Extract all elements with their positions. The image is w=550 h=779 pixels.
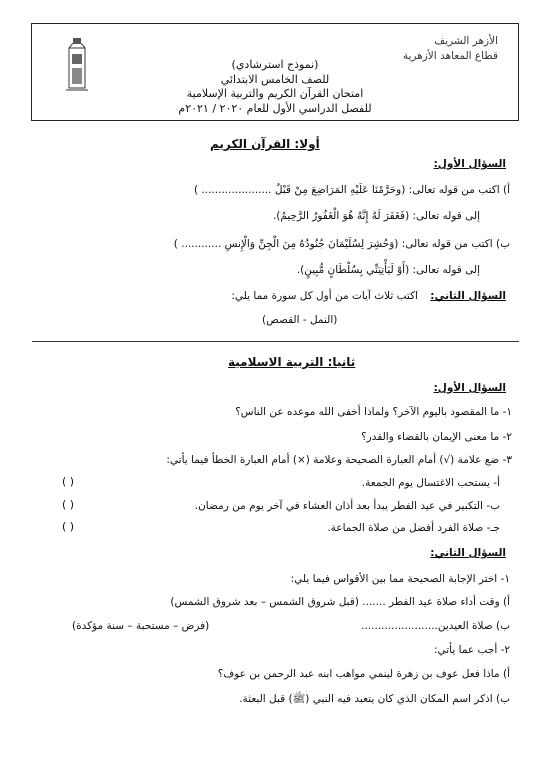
part2-q1-item1: ١- ما المقصود باليوم الآخر؟ ولماذا أخفى الله موعده عن الناس؟: [235, 406, 512, 418]
answer-question-a: أ) ماذا فعل عوف بن زهرة لينمي مواهب ابنه عبد الرحمن بن عوف؟: [217, 668, 510, 680]
answer-box-b[interactable]: ( ): [62, 498, 75, 511]
term-label: للفصل الدراسي الأول للعام ٢٠٢٠ / ٢٠٢١م: [178, 101, 372, 115]
org-line-2: قطاع المعاهد الأزهرية: [402, 50, 498, 62]
part2-q1-title: السؤال الأول:: [433, 382, 506, 394]
exam-heading: [150, 58, 400, 116]
part1-q2-title: السؤال الثاني:: [430, 290, 506, 302]
azhar-logo: [64, 34, 90, 94]
choice-b-options: (فرض – مستحبة – سنة مؤكدة): [72, 620, 210, 632]
answer-box-a[interactable]: ( ): [62, 475, 75, 488]
part1-q1-a: أ) اكتب من قوله تعالى: (وحَرَّمْنَا عَلَيْهِ المَرَاضِعَ مِنْ قَبْلُ ..................... ): [193, 184, 510, 196]
part2-q1-item2: ٢- ما معنى الإيمان بالقضاء والقدر؟: [361, 431, 512, 443]
answer-question-b: ب) اذكر اسم المكان الذي كان يتعبد فيه النبي (ﷺ) قبل البعثة.: [239, 693, 510, 705]
grade-label: للصف الخامس الابتدائي: [220, 72, 330, 86]
model-label: (نموذج استرشادي): [231, 58, 319, 71]
choice-b: ب) صلاة العيدين.......................: [361, 620, 510, 632]
section-divider: [32, 341, 519, 342]
organization-block: [403, 34, 498, 64]
statement-c: جـ- صلاة الفرد أفضل من صلاة الجماعة.: [327, 522, 500, 534]
part1-q1-b-to: إلى قوله تعالى: (أَوْ لَيَأْتِيَنِّي بِسُلْطَانٍ مُّبِينٍ).: [296, 264, 480, 276]
exam-title: امتحان القرآن الكريم والتربية الإسلامية: [186, 87, 364, 100]
choice-a: أ) وقت أداء صلاة عيد الفطر ....... (قبل شروق الشمس – بعد شروق الشمس): [170, 596, 510, 608]
part1-q1-a-to: إلى قوله تعالى: (فَغَفَرَ لَهُ إِنَّهُ هُوَ الْغَفُورُ الرَّحِيمُ).: [272, 210, 480, 222]
part2-q2-item2: ٢- أجب عما يأتي:: [433, 644, 510, 656]
part1-q1-b: ب) اكتب من قوله تعالى: (وَحُشِرَ لِسُلَيْمَانَ جُنُودُهُ مِنَ الْجِنِّ وَالْإِنسِ ............ ): [173, 238, 510, 250]
part1-q2-text: اكتب ثلاث آيات من أول كل سورة مما يلي:: [231, 290, 418, 302]
part1-title: أولا: القرآن الكريم: [210, 137, 320, 151]
answer-box-c[interactable]: ( ): [62, 520, 75, 533]
part2-q2-title: السؤال الثاني:: [430, 547, 506, 559]
org-line-1: الأزهر الشريف: [434, 35, 498, 47]
part1-q2-surahs: (النمل - القصص): [262, 314, 338, 326]
part2-q2-item1: ١- اختر الإجابة الصحيحة مما بين الأقواس فيما يلي:: [290, 573, 510, 585]
statement-a: أ- يستحب الاغتسال يوم الجمعة.: [361, 477, 500, 489]
statement-b: ب- التكبير في عيد الفطر يبدأ بعد أذان العشاء في آخر يوم من رمضان.: [194, 500, 500, 512]
part1-q1-title: السؤال الأول:: [433, 158, 506, 170]
part2-q1-item3: ٣- ضع علامة (√) أمام العبارة الصحيحة وعلامة (×) أمام العبارة الخطأ فيما يأتي:: [166, 454, 512, 466]
part2-title: ثانيا: التربية الاسلامية: [228, 355, 356, 369]
